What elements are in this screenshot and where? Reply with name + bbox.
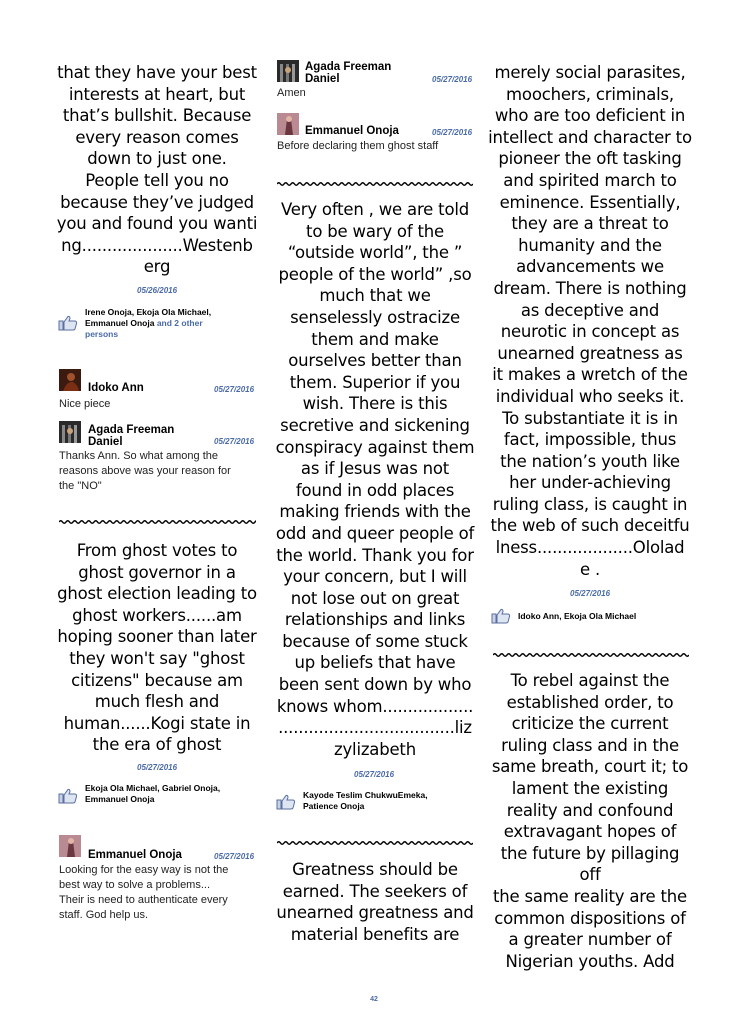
- likes-list: [303, 790, 473, 812]
- commenter-name-line: Daniel: [88, 436, 123, 448]
- text-line: intellect and character to: [488, 127, 692, 147]
- text-line: pioneer the oft tasking: [498, 149, 682, 169]
- text-line: citizens" because am: [71, 670, 243, 690]
- likes-line: Kayode Teslim ChukwuEmeka,: [303, 790, 428, 800]
- text-line: found in odd places: [295, 480, 455, 500]
- comment-date: 05/27/2016: [432, 128, 473, 137]
- text-line: human......Kogi state in: [63, 713, 251, 733]
- text-line: criticize the current: [511, 714, 669, 734]
- text-line: same breath, court it; to: [491, 757, 689, 777]
- likes-list: [85, 307, 255, 340]
- text-line: humanity and the: [518, 235, 662, 255]
- text-line: Looking for the easy way is not the: [59, 864, 229, 876]
- text-line: because of some stuck: [282, 631, 468, 651]
- section-divider: [277, 840, 473, 846]
- comment-date: 05/27/2016: [432, 75, 473, 84]
- section-divider: [59, 519, 256, 525]
- text-line: a greater number of: [508, 930, 672, 950]
- section-divider: [493, 652, 689, 658]
- text-line: Nigerian youths. Add: [505, 951, 675, 971]
- text-line: because they’ve judged: [60, 192, 254, 212]
- text-line: best way to solve a problems...: [59, 879, 211, 891]
- commenter-name[interactable]: [305, 61, 391, 85]
- text-line: to be wary of the: [306, 221, 444, 241]
- text-line: the era of ghost: [92, 735, 222, 755]
- text-line: Their is need to authenticate every: [59, 894, 228, 906]
- text-line: zylizabeth: [334, 739, 416, 759]
- text-line: and spirited march to: [503, 170, 677, 190]
- text-line: as deceptive and: [520, 300, 660, 320]
- text-line: your concern, but I will: [283, 567, 467, 587]
- text-line: the nation’s youth like: [500, 451, 680, 471]
- comment-date: 05/27/2016: [214, 852, 255, 861]
- quote-text: [56, 62, 258, 278]
- comment-text: Nice piece: [59, 398, 111, 410]
- text-line: earned. The seekers of: [282, 881, 468, 901]
- text-line: every reason comes: [75, 127, 239, 147]
- like-thumb-icon[interactable]: [58, 788, 78, 804]
- text-line: making friends with the: [279, 502, 471, 522]
- text-line: the same reality are the: [492, 886, 688, 906]
- post-date: 05/27/2016: [354, 770, 395, 779]
- likes-list: [85, 783, 255, 805]
- post-date: 05/27/2016: [570, 589, 611, 598]
- avatar[interactable]: [277, 113, 299, 135]
- likes-line: Irene Onoja, Ekoja Ola Michael,: [85, 307, 212, 317]
- quote-text: [274, 859, 476, 945]
- text-line: them. Superior if you: [289, 372, 461, 392]
- text-line: that they have your best: [57, 63, 257, 82]
- likes-line: Patience Onoja: [303, 801, 365, 811]
- comment-date: 05/27/2016: [214, 437, 255, 446]
- text-line: odd and queer people of: [275, 523, 475, 543]
- text-line: From ghost votes to: [76, 541, 238, 560]
- text-line: much that we: [319, 286, 431, 306]
- avatar[interactable]: [277, 60, 299, 82]
- text-line: “outside world”, the ”: [287, 243, 463, 263]
- comment-date: 05/27/2016: [214, 385, 255, 394]
- text-line: the world. Thank you for: [276, 545, 474, 565]
- likes-more-link[interactable]: and 2 other: [156, 318, 203, 328]
- text-line: people of the world” ,so: [278, 264, 472, 284]
- text-line: ourselves better than: [288, 351, 462, 371]
- text-line: ghost election leading to: [57, 584, 257, 604]
- text-line: lament the existing: [511, 778, 669, 798]
- text-line: it makes a wretch of the: [492, 365, 688, 385]
- text-line: dream. There is nothing: [493, 278, 687, 298]
- text-line: Thanks Ann. So what among the: [59, 450, 218, 462]
- text-line: advancements we: [516, 257, 664, 277]
- likes-list: [518, 611, 688, 622]
- commenter-name[interactable]: [88, 424, 174, 448]
- text-line: they are a threat to: [511, 214, 669, 234]
- text-line: that’s bullshit. Because: [62, 106, 252, 126]
- text-line: erg: [143, 257, 171, 277]
- like-thumb-icon[interactable]: [491, 608, 511, 624]
- text-line: To rebel against the: [510, 671, 670, 690]
- text-line: ruling class and in the: [501, 735, 679, 755]
- like-thumb-icon[interactable]: [58, 315, 78, 331]
- quote-text: [56, 540, 258, 756]
- text-line: her under-achieving: [509, 473, 671, 493]
- likes-line: Idoko Ann, Ekoja Ola Michael: [518, 611, 637, 621]
- text-line: been sent down by who: [278, 675, 472, 695]
- post-date: 05/27/2016: [137, 763, 178, 772]
- text-line: common dispositions of: [494, 908, 686, 928]
- text-line: wish. There is this: [302, 394, 448, 414]
- commenter-name[interactable]: Emmanuel Onoja: [305, 125, 399, 137]
- text-line: the future by pillaging off: [500, 843, 680, 885]
- avatar[interactable]: [59, 835, 81, 857]
- comment-text: [59, 449, 264, 494]
- text-line: senselessly ostracize: [290, 307, 460, 327]
- quote-text: [488, 62, 692, 580]
- text-line: extravagant hopes of: [503, 822, 677, 842]
- likes-line: Emmanuel Onoja: [85, 794, 155, 804]
- post-date: 05/26/2016: [137, 286, 178, 295]
- avatar[interactable]: [59, 421, 81, 443]
- text-line: lness...................Ololad: [495, 538, 685, 558]
- commenter-name[interactable]: Emmanuel Onoja: [88, 849, 182, 861]
- likes-line: Emmanuel Onoja: [85, 318, 155, 328]
- text-line: the web of such deceitfu: [490, 516, 690, 536]
- avatar[interactable]: [59, 369, 81, 391]
- text-line: them and make: [311, 329, 439, 349]
- text-line: individual who seeks it.: [495, 386, 685, 406]
- comment-text: Before declaring them ghost staff: [277, 140, 439, 152]
- text-line: ...................................liz: [278, 718, 472, 738]
- text-line: who are too deficient in: [494, 106, 686, 126]
- text-line: reasons above was your reason for: [59, 465, 231, 477]
- text-line: relationships and links: [284, 610, 466, 630]
- likes-more-link[interactable]: persons: [85, 329, 119, 339]
- commenter-name-line: Agada Freeman: [305, 61, 392, 73]
- text-line: ghost workers......am: [72, 605, 242, 625]
- page-number: 42: [370, 996, 378, 1003]
- text-line: eminence. Essentially,: [499, 192, 681, 212]
- text-line: material benefits are: [290, 924, 460, 944]
- text-line: much flesh and: [94, 692, 220, 712]
- text-line: To substantiate it is in: [502, 408, 678, 428]
- text-line: they won't say "ghost: [69, 648, 245, 668]
- text-line: Very often , we are told: [280, 200, 470, 219]
- text-line: e .: [579, 559, 601, 579]
- commenter-name-line: Daniel: [305, 73, 340, 85]
- text-line: the "NO": [59, 480, 102, 492]
- text-line: as if Jesus was not: [300, 459, 450, 479]
- text-line: fact, impossible, thus: [503, 430, 677, 450]
- text-line: established order, to: [506, 692, 674, 712]
- text-line: down to just one.: [87, 149, 227, 169]
- quote-text: [488, 670, 692, 972]
- commenter-name-line: Agada Freeman: [88, 424, 175, 436]
- quote-text: [274, 199, 476, 760]
- text-line: secretive and sickening: [280, 415, 470, 435]
- text-line: knows whom..................: [276, 696, 474, 716]
- text-line: you and found you wanti: [56, 214, 258, 234]
- text-line: interests at heart, but: [68, 84, 246, 104]
- like-thumb-icon[interactable]: [276, 794, 296, 810]
- text-line: merely social parasites,: [494, 63, 686, 82]
- likes-line: Ekoja Ola Michael, Gabriel Onoja,: [85, 783, 221, 793]
- comment-text: [59, 863, 264, 923]
- text-line: hoping sooner than later: [57, 627, 257, 647]
- section-divider: [277, 181, 473, 187]
- text-line: staff. God help us.: [59, 909, 149, 921]
- comment-text: Amen: [277, 87, 306, 99]
- text-line: Greatness should be: [292, 860, 458, 879]
- text-line: unearned greatness and: [276, 903, 474, 923]
- text-line: conspiracy against them: [275, 437, 475, 457]
- commenter-name[interactable]: Idoko Ann: [88, 382, 144, 394]
- text-line: ghost governor in a: [78, 562, 236, 582]
- text-line: reality and confound: [506, 800, 674, 820]
- text-line: moochers, criminals,: [506, 84, 674, 104]
- text-line: up beliefs that have: [294, 653, 456, 673]
- text-line: not lose out on great: [290, 588, 460, 608]
- text-line: People tell you no: [85, 170, 229, 190]
- text-line: neurotic in concept as: [500, 322, 680, 342]
- text-line: unearned greatness as: [497, 343, 683, 363]
- text-line: ng....................Westenb: [61, 235, 253, 255]
- text-line: ruling class, is caught in: [492, 494, 688, 514]
